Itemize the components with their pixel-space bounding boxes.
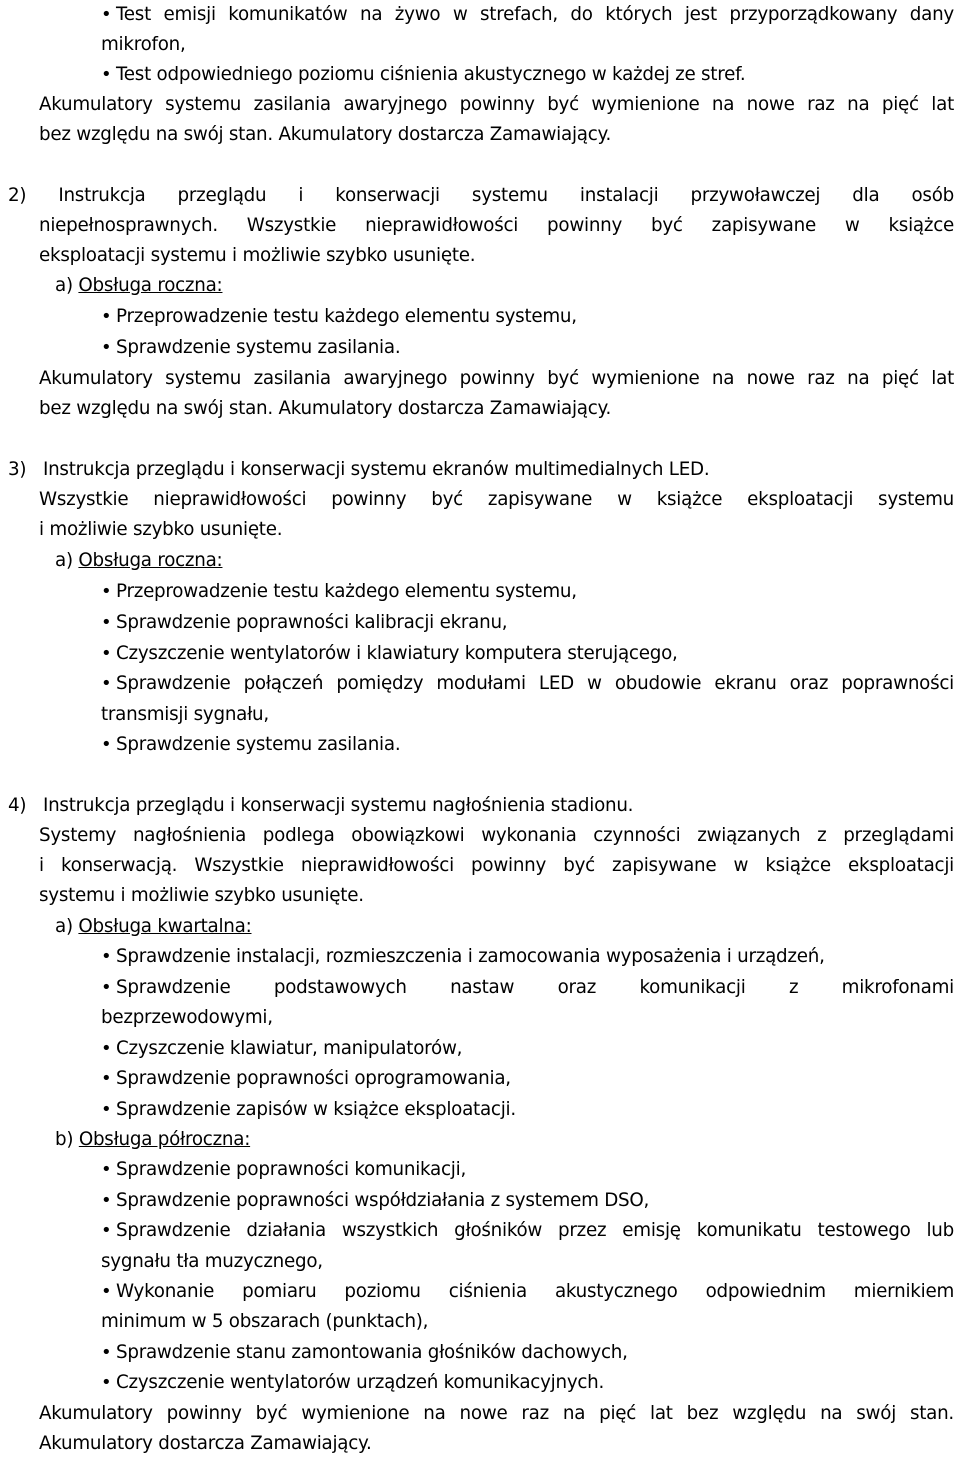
text-line: Akumulatory systemu zasilania awaryjnego powinny być wymienione na nowe raz na pięć lat [39,94,954,115]
text-line: • Test emisji komunikatów na żywo w strefach, do których jest przyporządkowany dany [116,0,954,30]
subsection-heading: a) Obsługa roczna: [55,550,223,571]
list-item: • Sprawdzenie poprawności komunikacji, [116,1155,876,1185]
subsection-heading: a) Obsługa kwartalna: [55,916,252,937]
text-line: bez względu na swój stan. Akumulatory dostarcza Zamawiający. [39,124,612,145]
bullet-icon: • [101,337,112,358]
text-line: bezprzewodowymi, [101,1007,273,1028]
bullet-icon: • [101,1281,112,1302]
bullet-icon: • [101,612,112,633]
bullet-icon: • [101,977,112,998]
bullet-icon: • [101,1068,112,1089]
bullet-icon: • [101,4,112,25]
section-heading: 4) Instrukcja przeglądu i konserwacji systemu nagłośnienia stadionu. [8,795,634,816]
list-item: • Sprawdzenie poprawności współdziałania z systemem DSO, [116,1186,876,1216]
list-item: • Przeprowadzenie testu każdego elementu systemu, [116,577,876,607]
text-line: Akumulatory powinny być wymienione na nowe raz na pięć lat bez względu na swój stan. [39,1403,954,1424]
text-line: minimum w 5 obszarach (punktach), [101,1311,429,1332]
text-line: transmisji sygnału, [101,704,269,725]
text-line: sygnału tła muzycznego, [101,1251,323,1272]
list-item: • Sprawdzenie działania wszystkich głośników przez emisję komunikatu testowego lub [116,1216,954,1246]
list-item: • Sprawdzenie stanu zamontowania głośników dachowych, [116,1338,876,1368]
list-item: • Sprawdzenie systemu zasilania. [116,333,876,363]
subsection-heading: b) Obsługa półroczna: [55,1129,251,1150]
section-heading: 2) Instrukcja przeglądu i konserwacji systemu instalacji przywoławczej dla osób [8,185,954,206]
text-line: bez względu na swój stan. Akumulatory dostarcza Zamawiający. [39,398,612,419]
text-line: Systemy nagłośnienia podlega obowiązkowi wykonania czynności związanych z przeglądami [39,825,954,846]
bullet-icon: • [101,673,112,694]
list-item: • Czyszczenie klawiatur, manipulatorów, [116,1034,876,1064]
bullet-icon: • [101,1190,112,1211]
list-item: • Sprawdzenie podstawowych nastaw oraz komunikacji z mikrofonami [116,973,954,1003]
list-item: • Sprawdzenie instalacji, rozmieszczenia i zamocowania wyposażenia i urządzeń, [116,942,876,972]
bullet-icon: • [101,643,112,664]
text-line: eksploatacji systemu i możliwie szybko usunięte. [39,245,476,266]
text-line: i konserwacją. Wszystkie nieprawidłowości powinny być zapisywane w książce eksploatacji [39,855,954,876]
list-item: • Czyszczenie wentylatorów urządzeń komunikacyjnych. [116,1368,876,1398]
text-line: Akumulatory dostarcza Zamawiający. [39,1433,372,1454]
list-item: • Sprawdzenie poprawności oprogramowania, [116,1064,876,1094]
list-item: • Wykonanie pomiaru poziomu ciśnienia akustycznego odpowiednim miernikiem [116,1277,954,1307]
list-item: • Sprawdzenie połączeń pomiędzy modułami LED w obudowie ekranu oraz poprawności [116,669,954,699]
list-item: • Sprawdzenie poprawności kalibracji ekranu, [116,608,876,638]
bullet-icon: • [101,1038,112,1059]
bullet-icon: • [101,1099,112,1120]
list-item: • Sprawdzenie systemu zasilania. [116,730,876,760]
text-line: i możliwie szybko usunięte. [39,519,283,540]
text-line: Akumulatory systemu zasilania awaryjnego powinny być wymienione na nowe raz na pięć lat [39,368,954,389]
bullet-icon: • [101,734,112,755]
section-heading: 3) Instrukcja przeglądu i konserwacji systemu ekranów multimedialnych LED. [8,459,710,480]
list-item: • Przeprowadzenie testu każdego elementu systemu, [116,302,876,332]
list-item: • Sprawdzenie zapisów w książce eksploatacji. [116,1095,876,1125]
bullet-icon: • [101,1342,112,1363]
subsection-heading: a) Obsługa roczna: [55,275,223,296]
list-item: • Czyszczenie wentylatorów i klawiatury komputera sterującego, [116,639,876,669]
bullet-icon: • [101,306,112,327]
bullet-icon: • [101,64,112,85]
bullet-icon: • [101,946,112,967]
bullet-icon: • [101,1372,112,1393]
bullet-icon: • [101,581,112,602]
text-line: Wszystkie nieprawidłowości powinny być zapisywane w książce eksploatacji systemu [39,489,954,510]
text-line: niepełnosprawnych. Wszystkie nieprawidłowości powinny być zapisywane w książce [39,215,954,236]
text-line: mikrofon, [101,34,186,55]
bullet-icon: • [101,1220,112,1241]
text-line: systemu i możliwie szybko usunięte. [39,885,364,906]
bullet-icon: • [101,1159,112,1180]
text-line: • Test odpowiedniego poziomu ciśnienia akustycznego w każdej ze stref. [116,60,876,90]
